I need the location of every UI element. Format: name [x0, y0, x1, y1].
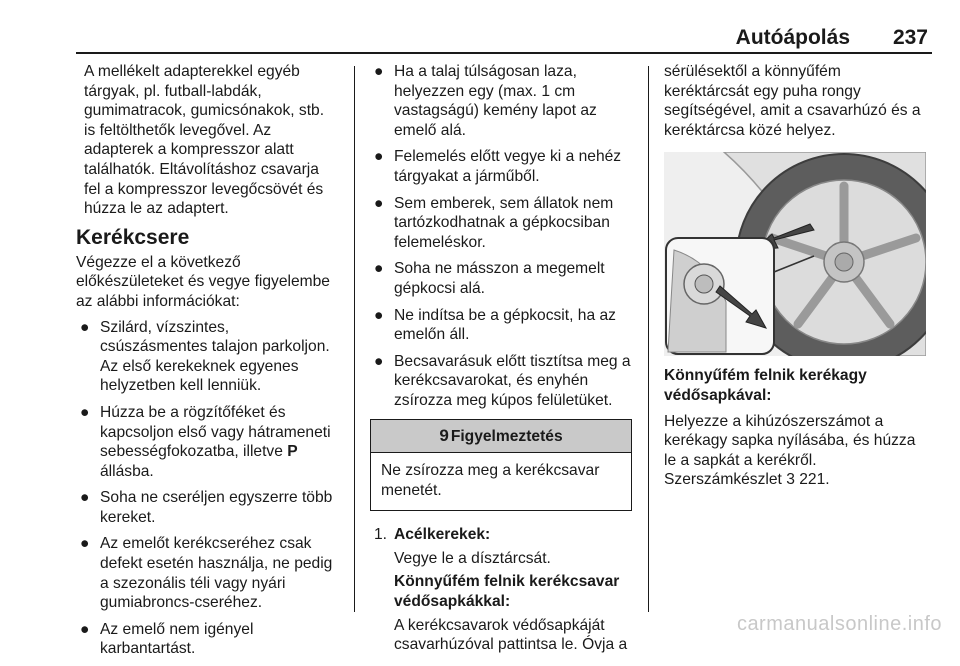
toolkit-reference: Szerszámkészlet: [664, 471, 782, 489]
list-item: ● Soha ne másszon a megemelt gépkocsi alá.: [374, 260, 605, 297]
instruction-paragraph: Helyezze a kihúzószerszámot a kerékagy sapka nyílásába, és húzza le a sapkát a kerékről. Szerszámkészlet 3 221.: [664, 412, 916, 489]
precaution-list-2: [370, 62, 634, 411]
list-item: ● Az emelő nem igényel karbantartást.: [80, 620, 254, 658]
section-title: Autóápolás: [735, 26, 850, 49]
bullet-icon: ●: [80, 403, 90, 421]
list-item: ● Ha a talaj túlságosan laza, helyezzen egy (max. 1 cm vastagságú) kemény lapot az emelő alá.: [374, 63, 597, 139]
bullet-icon: ●: [374, 63, 384, 80]
column-1: [76, 62, 338, 666]
reference-page: 221.: [799, 471, 830, 489]
list-item: ● Sem emberek, sem állatok nem tartózkodhatnak a gépkocsiban felemeléskor.: [374, 194, 614, 251]
bullet-icon: ●: [80, 489, 90, 507]
figure-caption: Könnyűfém felnik kerékagy védősapkával:: [664, 367, 867, 404]
page-header: [76, 20, 932, 52]
bullet-icon: ●: [374, 352, 384, 370]
warning-box: [370, 419, 632, 512]
lead-paragraph: Végezze el a következő előkészületeket és vegye figyelembe az alábbi információkat:: [76, 253, 330, 310]
page-number: 237: [892, 26, 928, 49]
wheel-hub-cap-illustration: [664, 152, 926, 356]
column-3: [664, 62, 930, 496]
wheel-illustration-svg: [664, 152, 926, 356]
header-rule: [76, 52, 932, 54]
list-item: ● Ne indítsa be a gépkocsit, ha az emelőn áll.: [374, 306, 616, 344]
step-1: [370, 525, 634, 545]
continuation-paragraph: sérülésektől a könnyűfém keréktárcsát egy puha rongy segítségével, amit a csavarhúzó és a keréktárcsa közé helyez.: [664, 63, 921, 139]
page-reference-arrow-icon: 3: [786, 471, 795, 489]
warning-title: Figyelmeztetés: [450, 427, 563, 445]
list-item: ● Húzza be a rögzítőféket és kapcsoljon első vagy hátrameneti sebességfokozatba, illetve P állásba.: [80, 403, 331, 480]
warning-triangle-icon: 9: [439, 425, 449, 445]
list-item: ● Felemelés előtt vegye ki a nehéz tárgyakat a járműből.: [374, 148, 622, 185]
list-item: ● Az emelőt kerékcseréhez csak defekt esetén használja, ne pedig a szezonális téli vagy nyári gumiabroncs-cseréhez.: [80, 535, 333, 612]
column-divider-1: [354, 66, 355, 612]
step-text-1: Vegye le a dísztárcsát.: [394, 549, 551, 567]
step-text-2: A kerékcsavarok védősapkáját csavarhúzóval pattintsa le. Óvja a: [394, 616, 628, 654]
list-item: ● Soha ne cseréljen egyszerre több kereket.: [80, 489, 333, 526]
bullet-icon: ●: [80, 318, 90, 336]
warning-header: [371, 420, 631, 454]
column-2: [370, 62, 634, 659]
precaution-list-1: [76, 318, 338, 660]
warning-text: Ne zsírozza meg a kerékcsavar menetét.: [381, 462, 600, 499]
bullet-icon: ●: [374, 306, 384, 324]
bullet-icon: ●: [374, 194, 384, 212]
section-heading: Kerékcsere: [76, 225, 190, 249]
bullet-icon: ●: [374, 260, 384, 278]
list-item: ● Szilárd, vízszintes, csúszásmentes talajon parkoljon. Az első kerekeknek egyenes helyzetben kell lenniük.: [80, 318, 330, 395]
watermark: carmanualsonline.info: [736, 613, 942, 635]
bullet-icon: ●: [374, 148, 384, 166]
step-number: 1.: [374, 526, 388, 544]
intro-paragraph: A mellékelt adapterekkel egyéb tárgyak, pl. futball-labdák, gumimatracok, gumicsónakok, stb. is feltölthetők levegővel. Az adapterek a kompresszor alatt találhatók. Eltávolításhoz csavarja fel a kompresszor levegőcsövét és húzza le az adaptert.: [84, 63, 325, 218]
bullet-icon: ●: [80, 535, 90, 553]
column-divider-2: [648, 66, 649, 612]
list-item: ● Becsavarásuk előtt tisztítsa meg a kerékcsavarokat, és enyhén zsírozza meg kúpos felületüket.: [374, 352, 631, 409]
step-subtitle: Könnyűfém felnik kerékcsavar védősapkákkal:: [394, 573, 620, 611]
bullet-icon: ●: [80, 620, 90, 638]
step-title: Acélkerekek:: [394, 526, 491, 544]
